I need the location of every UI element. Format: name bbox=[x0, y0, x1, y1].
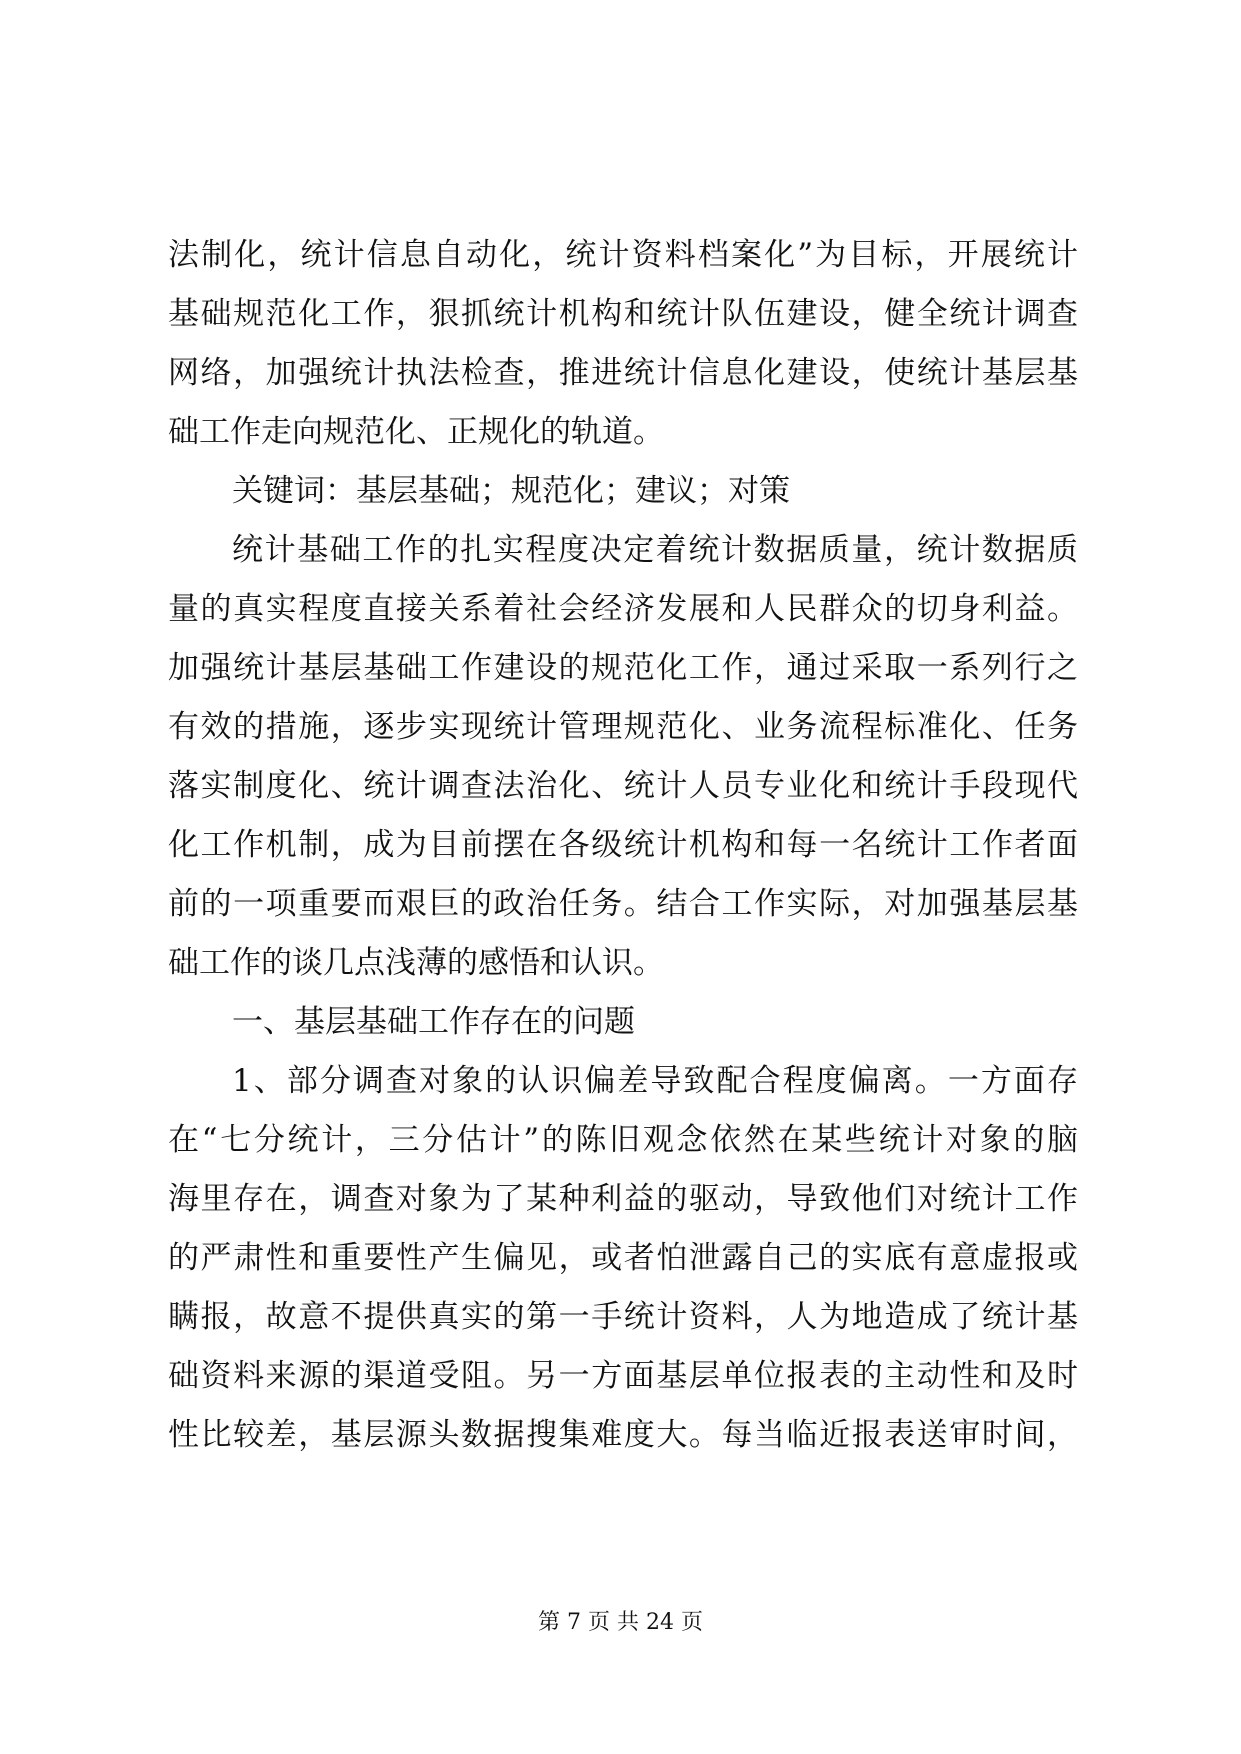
text-line: 前的一项重要而艰巨的政治任务。结合工作实际，对加强基层基 bbox=[168, 886, 1078, 922]
text-line: 法制化，统计信息自动化，统计资料档案化”为目标，开展统计 bbox=[168, 237, 1078, 273]
text-line: 1、部分调查对象的认识偏差导致配合程度偏离。一方面存 bbox=[232, 1063, 1078, 1099]
text-line: 化工作机制，成为目前摆在各级统计机构和每一名统计工作者面 bbox=[168, 827, 1078, 863]
text-line: 落实制度化、统计调查法治化、统计人员专业化和统计手段现代 bbox=[168, 768, 1078, 804]
text-line: 在“七分统计，三分估计”的陈旧观念依然在某些统计对象的脑 bbox=[168, 1122, 1078, 1158]
text-line: 础工作的谈几点浅薄的感悟和认识。 bbox=[168, 945, 664, 981]
body-text bbox=[168, 226, 1078, 1465]
text-line: 统计基础工作的扎实程度决定着统计数据质量，统计数据质 bbox=[232, 532, 1078, 568]
page-footer: 第 7 页 共 24 页 bbox=[538, 1610, 703, 1635]
text-line: 瞒报，故意不提供真实的第一手统计资料，人为地造成了统计基 bbox=[168, 1299, 1078, 1335]
text-line: 基础规范化工作，狠抓统计机构和统计队伍建设，健全统计调查 bbox=[168, 296, 1078, 332]
text-line: 加强统计基层基础工作建设的规范化工作，通过采取一系列行之 bbox=[168, 650, 1078, 686]
text-line: 性比较差，基层源头数据搜集难度大。每当临近报表送审时间， bbox=[168, 1417, 1078, 1453]
keywords-line: 关键词：基层基础；规范化；建议；对策 bbox=[232, 473, 790, 509]
text-line: 海里存在，调查对象为了某种利益的驱动，导致他们对统计工作 bbox=[168, 1181, 1078, 1217]
text-line: 量的真实程度直接关系着社会经济发展和人民群众的切身利益。 bbox=[168, 591, 1078, 627]
text-line: 有效的措施，逐步实现统计管理规范化、业务流程标准化、任务 bbox=[168, 709, 1078, 745]
text-line: 础资料来源的渠道受阻。另一方面基层单位报表的主动性和及时 bbox=[168, 1358, 1078, 1394]
text-line: 网络，加强统计执法检查，推进统计信息化建设，使统计基层基 bbox=[168, 355, 1078, 391]
text-line: 的严肃性和重要性产生偏见，或者怕泄露自己的实底有意虚报或 bbox=[168, 1240, 1078, 1276]
text-line: 础工作走向规范化、正规化的轨道。 bbox=[168, 414, 664, 450]
section-heading: 一、基层基础工作存在的问题 bbox=[232, 1004, 635, 1040]
